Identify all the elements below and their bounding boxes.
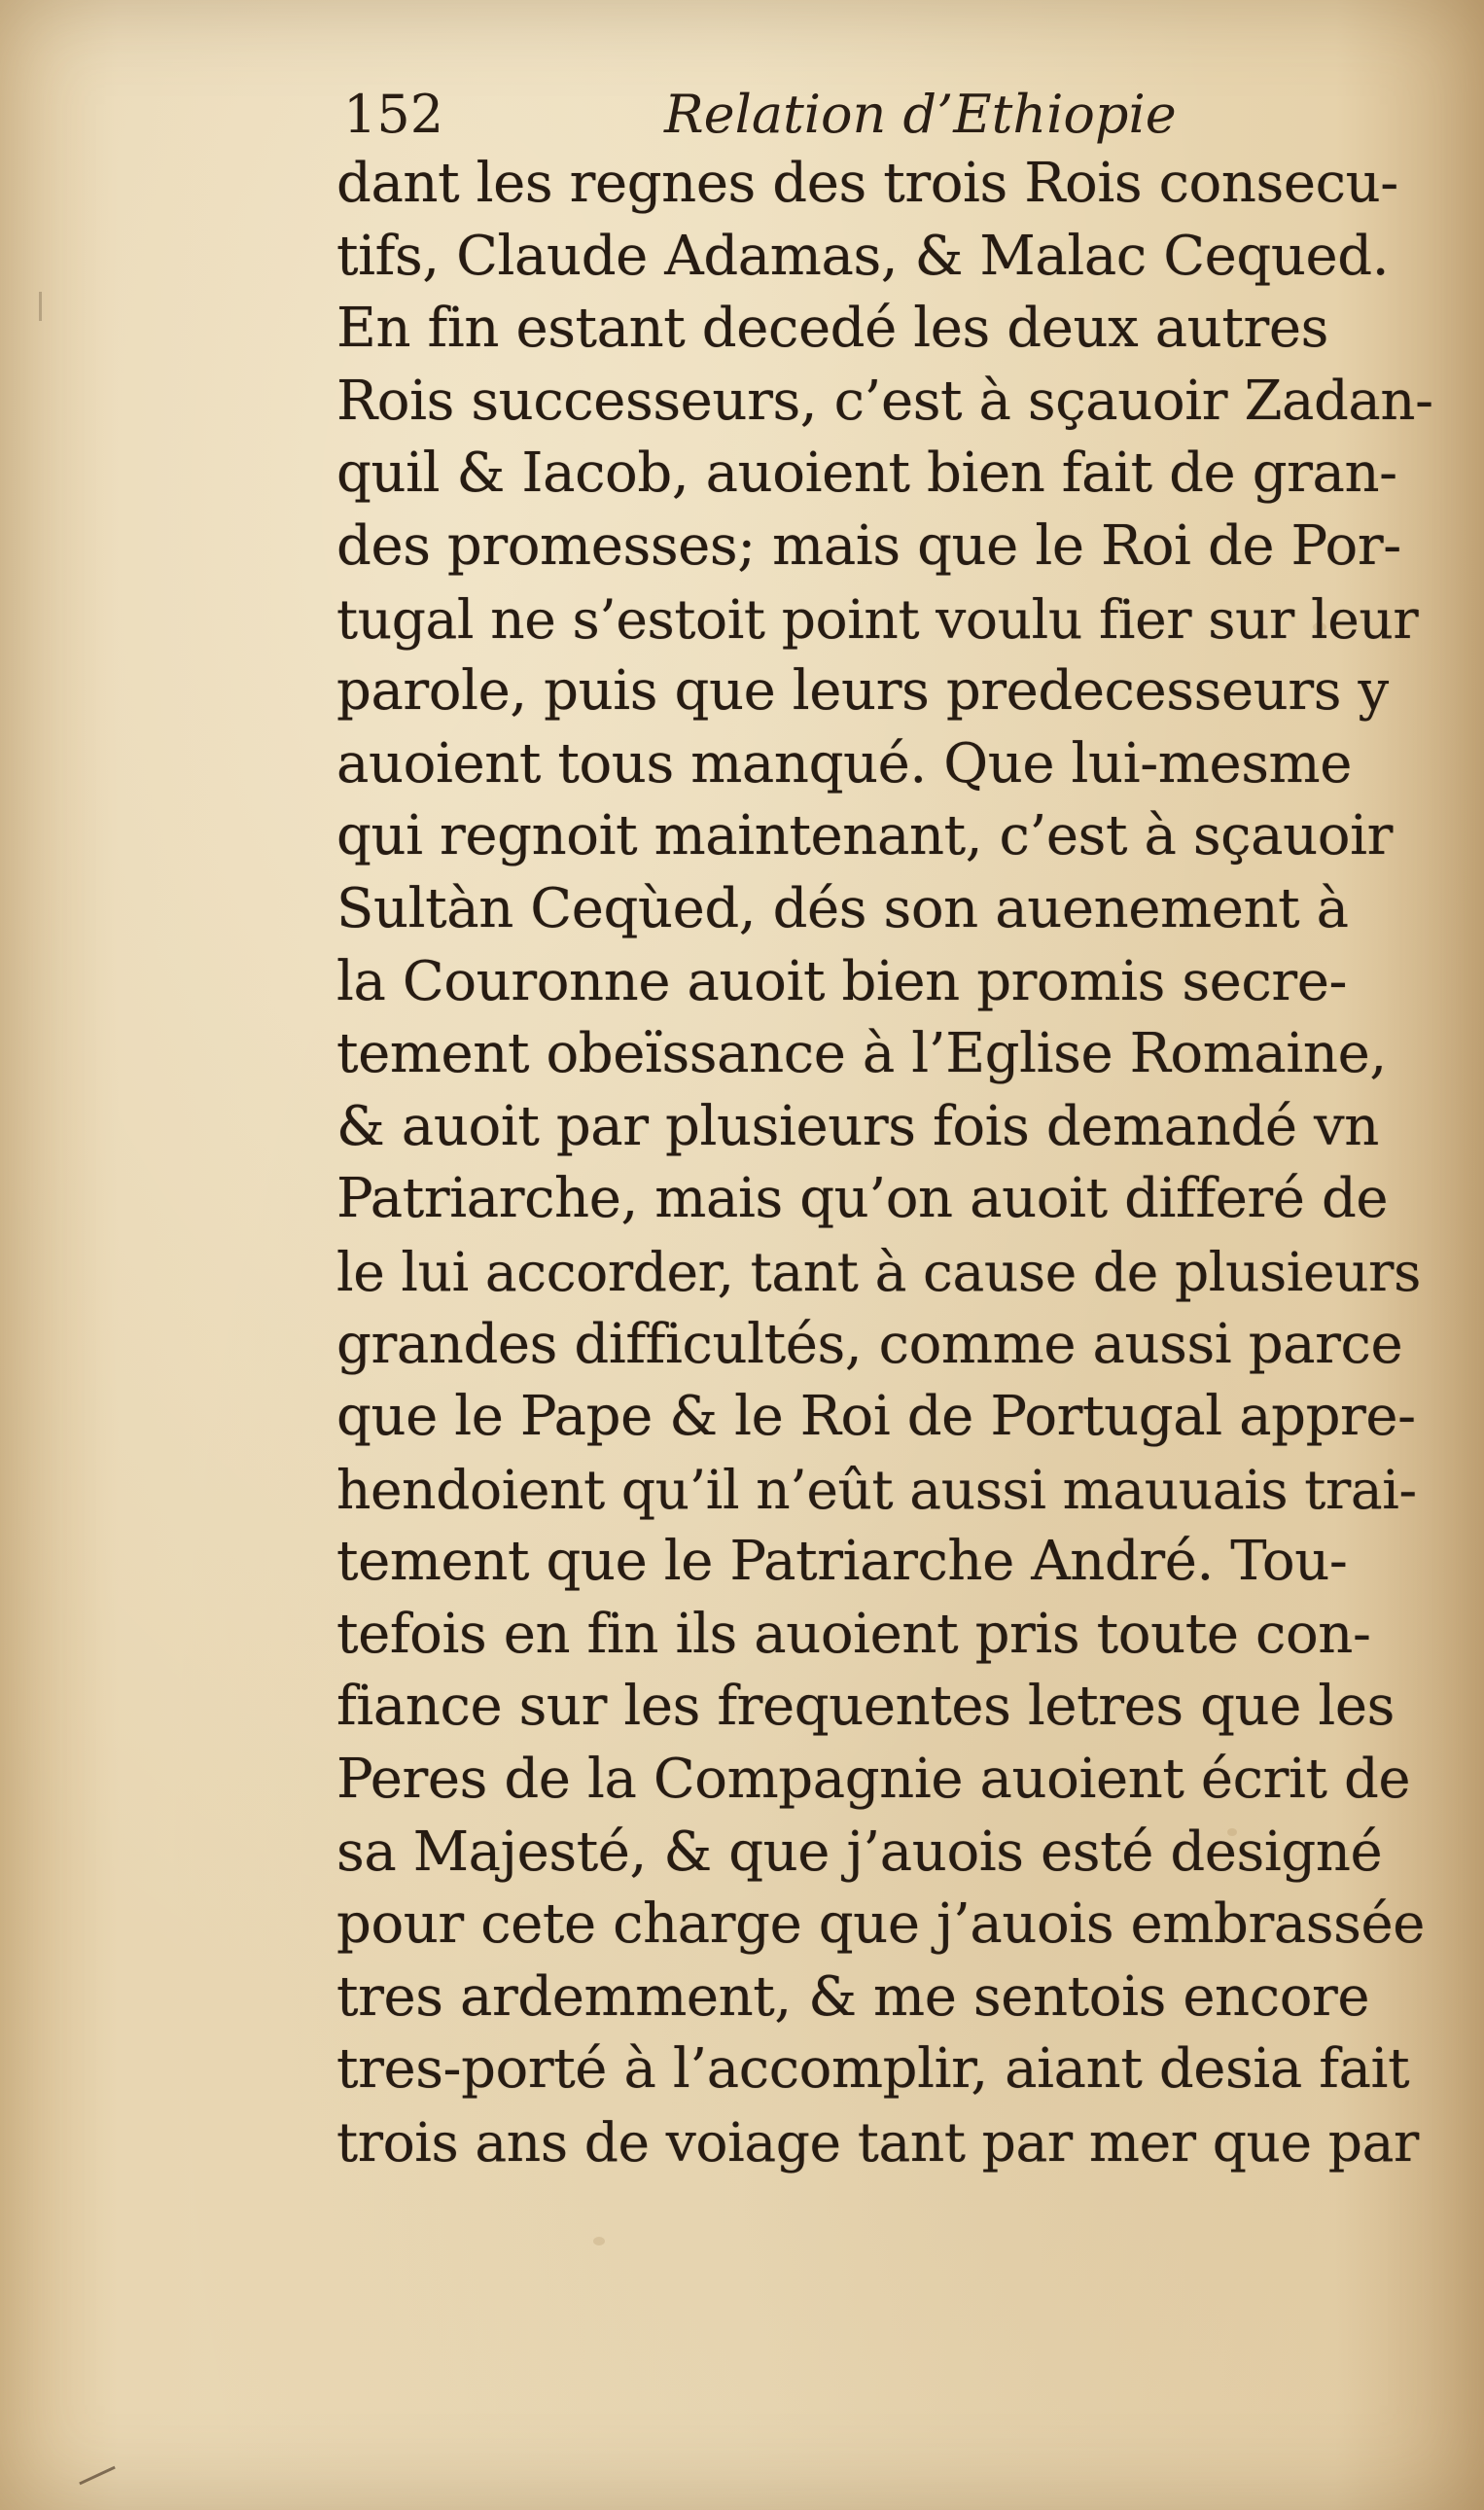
text-line: hendoient qu’il n’eût aussi mauuais trai- [336, 1458, 1417, 1521]
text-line: tement obeïssance à l’Eglise Romaine, [336, 1022, 1387, 1086]
page-number: 152 [343, 84, 444, 145]
text-line: pour cete charge que j’auois embrassée [336, 1892, 1425, 1957]
text-line: Rois successeurs, c’est à sçauoir Zadan- [336, 369, 1433, 433]
text-line: grandes difficultés, comme aussi parce [336, 1312, 1403, 1376]
body-text [336, 148, 1435, 2179]
text-line: tifs, Claude Adamas, & Malac Cequed. [336, 224, 1390, 288]
text-line: quil & Iacob, auoient bien fait de gran- [336, 442, 1397, 506]
text-line: la Couronne auoit bien promis secre- [336, 949, 1347, 1013]
margin-mark [39, 292, 42, 321]
text-line: fiance sur les frequentes letres que les [336, 1675, 1395, 1739]
running-title: Relation d’Ethiopie [664, 84, 1177, 145]
margin-mark [79, 2466, 116, 2486]
text-line: Patriarche, mais qu’on auoit differé de [336, 1167, 1389, 1231]
text-line: En fin estant decedé les deux autres [336, 297, 1328, 361]
text-line: le lui accorder, tant à cause de plusieurs [336, 1240, 1421, 1303]
text-line: tres-porté à l’accomplir, aiant desia fait [336, 2037, 1410, 2102]
text-line: Sultàn Ceqùed, dés son auenement à [336, 876, 1349, 940]
text-line: tefois en fin ils auoient pris toute con- [336, 1602, 1371, 1666]
text-line: dant les regnes des trois Rois consecu- [336, 152, 1398, 215]
text-line: sa Majesté, & que j’auois esté designé [336, 1820, 1383, 1884]
paper-stain [593, 2237, 605, 2245]
text-line: Peres de la Compagnie auoient écrit de [336, 1748, 1411, 1812]
text-line: auoient tous manqué. Que lui-mesme [336, 731, 1352, 795]
text-line: des promesses; mais que le Roi de Por- [336, 513, 1401, 578]
page-header [343, 76, 1394, 154]
text-line: tugal ne s’estoit point voulu fier sur leur [336, 587, 1419, 651]
text-line: parole, puis que leurs predecesseurs y [336, 659, 1389, 724]
text-line: & auoit par plusieurs fois demandé vn [336, 1094, 1379, 1158]
text-line: trois ans de voiage tant par mer que par [336, 2111, 1419, 2174]
text-line: qui regnoit maintenant, c’est à sçauoir [336, 804, 1393, 868]
text-line: tement que le Patriarche André. Tou- [336, 1530, 1348, 1594]
text-line: que le Pape & le Roi de Portugal appre- [336, 1385, 1416, 1449]
text-line: tres ardemment, & me sentois encore [336, 1964, 1370, 2029]
